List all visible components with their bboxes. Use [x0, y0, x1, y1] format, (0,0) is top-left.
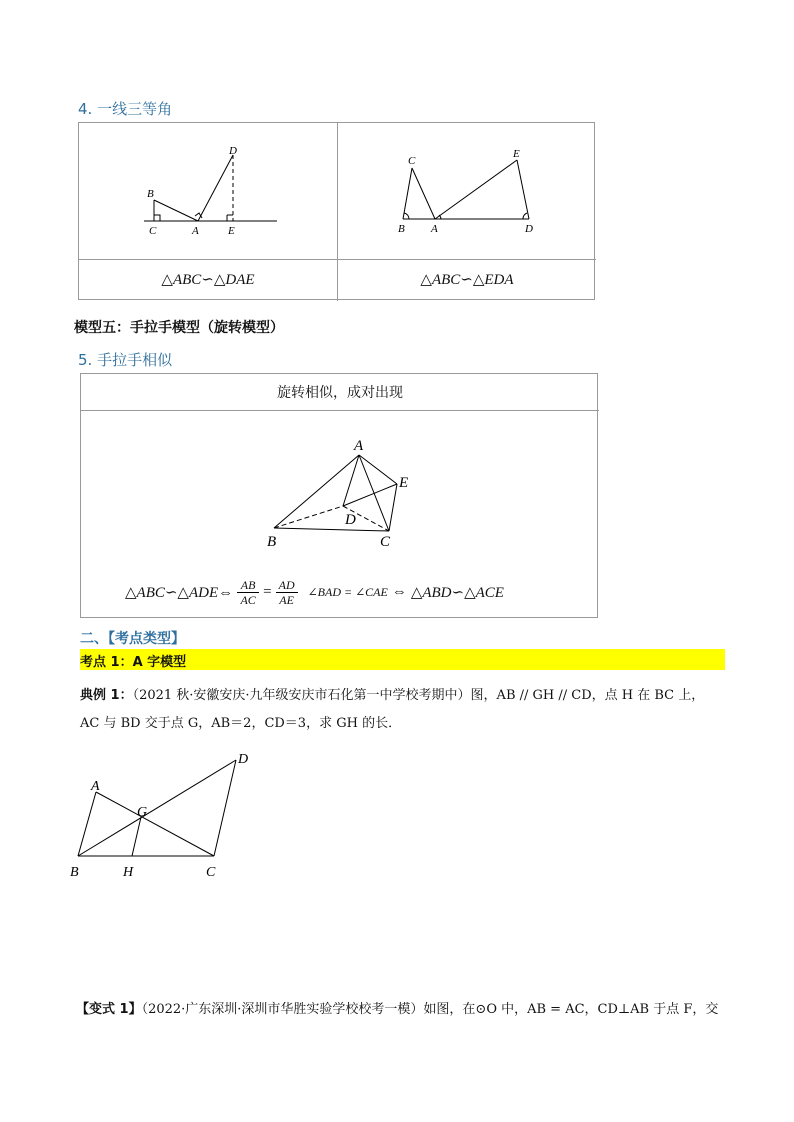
caption-left: △ABC∽△DAE [161, 272, 255, 288]
similarity-formula [125, 571, 504, 613]
section5-box [80, 373, 598, 618]
model5-heading: 模型五：手拉手模型（旋转模型） [74, 320, 284, 336]
label-B: B [147, 188, 154, 200]
label-B: B [398, 223, 405, 235]
label-E: E [228, 225, 235, 237]
table-divider-horizontal [79, 259, 596, 260]
label-E: E [399, 475, 409, 491]
figure-hand-in-hand [81, 411, 599, 551]
figure-one-line-three-angles-left [79, 123, 337, 259]
label-C: C [380, 534, 391, 550]
label-B: B [70, 865, 79, 880]
variant1-text [76, 996, 736, 1024]
fraction-denominator: AE [279, 592, 294, 607]
section4-title: 4. 一线三等角 [78, 100, 173, 118]
label-E: E [513, 148, 520, 160]
label-B: B [267, 534, 277, 550]
label-D: D [238, 752, 249, 767]
box-header: 旋转相似，成对出现 [277, 385, 403, 401]
example1-text [80, 682, 730, 738]
label-C: C [206, 865, 216, 880]
label-C: C [149, 225, 157, 237]
variant1-label: 【变式 1】 [76, 1002, 142, 1017]
formula-angle: ∠BAD = ∠CAE [307, 584, 388, 599]
figure-a-shape-model [66, 748, 266, 883]
section4-table [78, 122, 595, 300]
formula-equals: = [263, 583, 272, 600]
part2-heading: 二、【考点类型】 [80, 631, 185, 647]
formula-right: △ABD∽△ACE [410, 584, 504, 601]
label-A: A [354, 438, 364, 454]
example1-label: 典例 1： [80, 688, 133, 703]
fraction-ab-ac [237, 578, 259, 607]
label-C: C [408, 155, 416, 167]
label-D: D [345, 512, 356, 528]
figure-one-line-three-angles-right [338, 123, 596, 259]
kaodian-highlight-bar [80, 649, 725, 670]
label-A: A [91, 779, 100, 794]
variant1-body: （2022·广东深圳·深圳市华胜实验学校校考一模）如图，在⊙O 中，AB = AC，CD⊥AB 于点 F，交 [141, 1002, 719, 1017]
fraction-ad-ae [276, 578, 298, 607]
formula-arrow: ⇔ [391, 583, 407, 600]
example1-line2: AC 与 BD 交于点 G，AB＝2，CD＝3，求 GH 的长． [80, 716, 402, 731]
fraction-numerator: AD [278, 577, 295, 592]
fraction-denominator: AC [240, 592, 256, 607]
label-A: A [431, 223, 438, 235]
fraction-numerator: AB [240, 577, 256, 592]
label-A: A [192, 225, 199, 237]
caption-right: △ABC∽△EDA [420, 272, 514, 288]
label-D: D [525, 223, 533, 235]
label-G: G [137, 805, 148, 820]
formula-left: △ABC∽△ADE⇔ [125, 584, 234, 601]
section5-title: 5. 手拉手相似 [78, 351, 173, 369]
label-H: H [123, 865, 134, 880]
example1-line1: （2021 秋·安徽安庆·九年级安庆市石化第一中学校考期中）图，AB // GH // CD，点 H 在 BC 上， [132, 688, 705, 703]
label-D: D [229, 145, 237, 157]
kaodian-title: 考点 1：A 字模型 [80, 655, 187, 670]
